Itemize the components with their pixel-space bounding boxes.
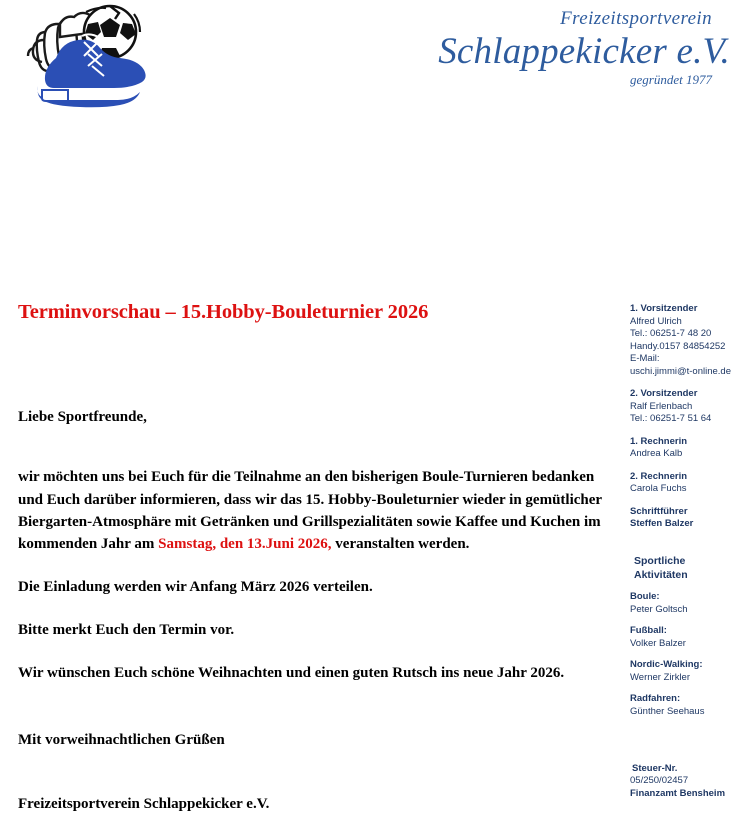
- paragraph-invitation: Die Einladung werden wir Anfang März 2026 verteilen.: [18, 579, 373, 596]
- tax-number: 05/250/02457: [630, 775, 689, 787]
- tax-office: Finanzamt Bensheim: [630, 787, 726, 799]
- activity-entry-fussball: [630, 625, 742, 650]
- activity-label: Fußball:: [630, 625, 667, 637]
- activity-label: Boule:: [630, 591, 660, 603]
- officer-role: 1. Vorsitzender: [630, 303, 698, 314]
- organisation-name: Freizeitsportverein Schlappekicker e.V.: [18, 795, 270, 812]
- officer-entry-1: [630, 303, 742, 378]
- officer-name: Steffen Balzer: [630, 518, 694, 530]
- club-logo: [12, 2, 152, 110]
- letterhead: [0, 0, 742, 120]
- activity-label: Nordic-Walking:: [630, 659, 703, 671]
- club-prefix: Freizeitsportverein: [560, 8, 712, 29]
- club-name: Schlappekicker e.V.: [438, 30, 730, 72]
- contact-sidebar: [630, 303, 742, 800]
- event-date: Samstag, den 13.Juni 2026,: [158, 535, 332, 552]
- officer-entry-4: [630, 471, 742, 496]
- activity-entry-radfahren: [630, 693, 742, 718]
- officer-phone: Tel.: 06251-7 48 20: [630, 328, 712, 340]
- officer-name: Carola Fuchs: [630, 483, 687, 495]
- activities-section-heading: [630, 555, 742, 582]
- officer-mobile: Handy.0157 84854252: [630, 340, 726, 352]
- activity-person: Peter Goltsch: [630, 603, 688, 615]
- intro-text-after-date: veranstalten werden.: [331, 535, 470, 552]
- officer-entry-3: [630, 436, 742, 461]
- officer-phone: Tel.: 06251-7 51 64: [630, 413, 712, 425]
- paragraph-wishes: Wir wünschen Euch schöne Weihnachten und einen guten Rutsch ins neue Jahr 2026.: [18, 665, 565, 682]
- signoff: Mit vorweihnachtlichen Grüßen: [18, 731, 225, 748]
- club-wordmark: [380, 8, 730, 88]
- officer-name: Andrea Kalb: [630, 448, 683, 460]
- activity-person: Volker Balzer: [630, 637, 686, 649]
- officer-role: 2. Vorsitzender: [630, 388, 698, 400]
- activities-heading-line-2: Aktivitäten: [634, 568, 688, 581]
- letter-body: [18, 300, 618, 815]
- activity-person: Günther Seehaus: [630, 705, 705, 717]
- officer-entry-2: [630, 388, 742, 426]
- paragraph-intro: [18, 466, 618, 555]
- activity-entry-nordic-walking: [630, 659, 742, 684]
- club-founded: gegründet 1977: [630, 72, 712, 88]
- salutation: Liebe Sportfreunde,: [18, 408, 147, 425]
- officer-role: 2. Rechnerin: [630, 470, 688, 482]
- officer-name: Alfred Ulrich: [630, 315, 682, 327]
- tax-information: [630, 763, 742, 801]
- tax-label: Steuer-Nr.: [632, 762, 678, 774]
- activity-entry-boule: [630, 591, 742, 616]
- officer-entry-5: [630, 506, 742, 531]
- officer-role: Schriftführer: [630, 505, 688, 517]
- officer-email[interactable]: uschi.jimmi@t-online.de: [630, 365, 731, 377]
- activity-person: Werner Zirkler: [630, 671, 690, 683]
- activities-heading-line-1: Sportliche: [634, 554, 686, 567]
- officer-role: 1. Rechnerin: [630, 435, 688, 447]
- officer-email-label: E-Mail:: [630, 353, 660, 365]
- page-title: Terminvorschau – 15.Hobby-Bouleturnier 2026: [18, 301, 429, 323]
- paragraph-reminder: Bitte merkt Euch den Termin vor.: [18, 622, 235, 639]
- activity-label: Radfahren:: [630, 693, 681, 705]
- officer-name: Ralf Erlenbach: [630, 400, 693, 412]
- intro-text-before-date: wir möchten uns bei Euch für die Teilnahme an den bisherigen Boule-Turnieren bedanken und Euch darüber informieren, dass wir das 15. Hobby-Bouleturnier wieder in gemütlicher Biergarten-Atmosphäre mit Getränken und Grillspezialitäten sowie Kaffee und Kuchen im kommenden Jahr am: [18, 469, 602, 552]
